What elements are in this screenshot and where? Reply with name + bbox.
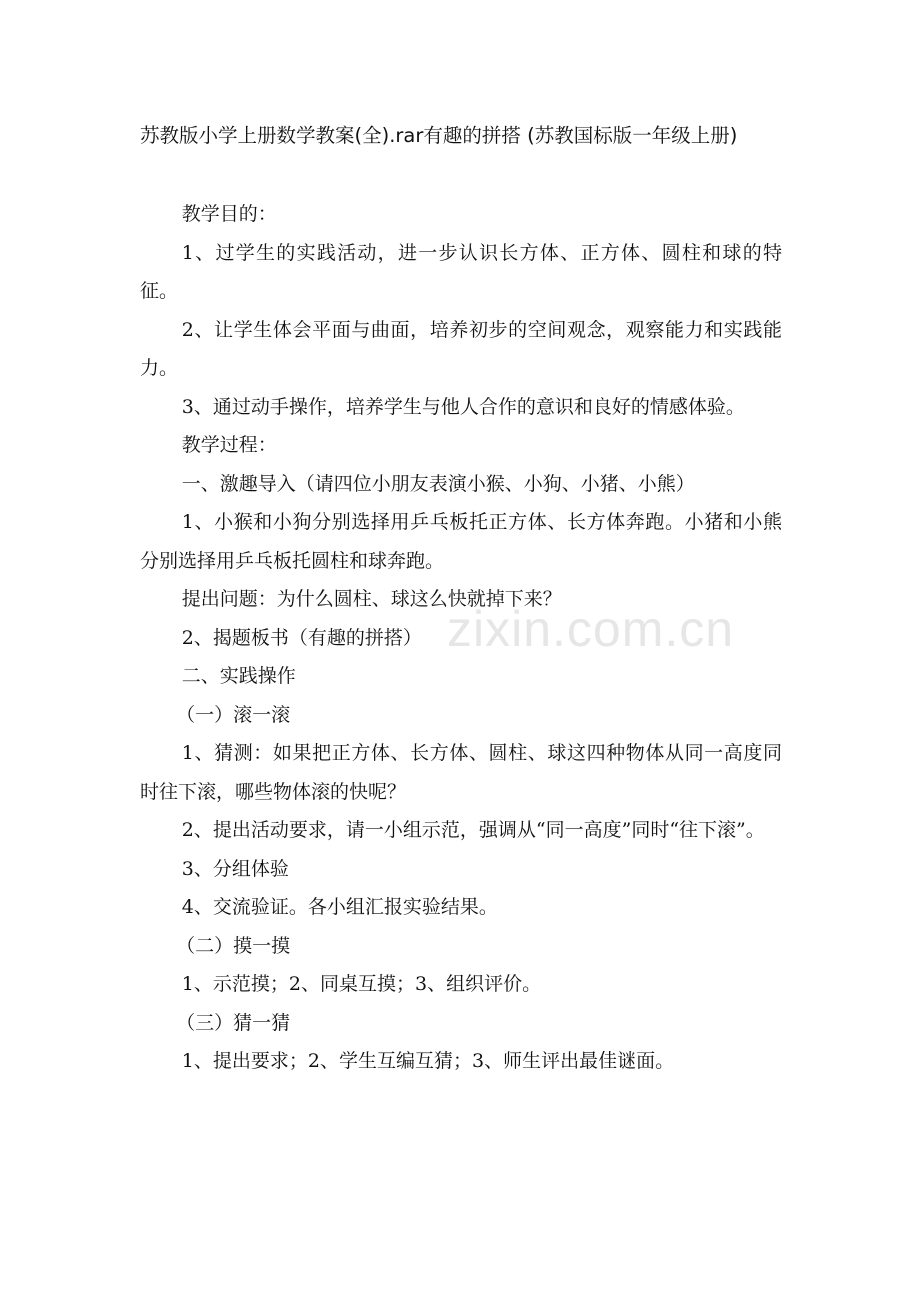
paragraph-objective-2: 2、让学生体会平面与曲面，培养初步的空间观念，观察能力和实践能力。	[140, 318, 782, 379]
paragraph-roll-1: 1、猜测：如果把正方体、长方体、圆柱、球这四种物体从同一高度同时往下滚，哪些物体滚的快呢？	[140, 742, 782, 803]
paragraph-objective-1: 1、过学生的实践活动，进一步认识长方体、正方体、圆柱和球的特征。	[140, 241, 782, 302]
paragraph-question: 提出问题：为什么圆柱、球这么快就掉下来？	[181, 588, 562, 610]
paragraph-section-2: 二、实践操作	[181, 665, 296, 687]
paragraph-touch-1: 1、示范摸；2、同桌互摸；3、组织评价。	[181, 973, 542, 995]
paragraph-roll-3: 3、分组体验	[181, 857, 289, 880]
document-body	[140, 195, 782, 1081]
paragraph-subsection-touch: （二）摸一摸	[176, 934, 291, 957]
paragraph-objective-3: 3、通过动手操作，培养学生与他人合作的意识和良好的情感体验。	[181, 395, 745, 418]
paragraph-section-1: 一、激趣导入（请四位小朋友表演小猴、小狗、小猪、小熊）	[181, 472, 695, 495]
paragraph-roll-4: 4、交流验证。各小组汇报实验结果。	[181, 896, 498, 918]
paragraph-process-heading: 教学过程：	[181, 434, 277, 456]
paragraph-intro-2: 2、揭题板书（有趣的拼搭）	[181, 626, 422, 649]
paragraph-objectives-heading: 教学目的：	[181, 203, 277, 225]
paragraph-subsection-roll: （一）滚一滚	[176, 703, 291, 726]
paragraph-guess-1: 1、提出要求；2、学生互编互猜；3、师生评出最佳谜面。	[181, 1050, 675, 1072]
watermark: zixin.com.cn	[447, 601, 735, 657]
document-title: 苏教版小学上册数学教案(全).rar有趣的拼搭 (苏教国标版一年级上册)	[140, 124, 738, 147]
paragraph-roll-2: 2、提出活动要求，请一小组示范，强调从“同一高度”同时“往下滚”。	[181, 819, 765, 841]
paragraph-intro-1: 1、小猴和小狗分别选择用乒乓板托正方体、长方体奔跑。小猪和小熊分别选择用乒乓板托圆柱和球奔跑。	[140, 511, 782, 572]
paragraph-subsection-guess: （三）猜一猜	[176, 1011, 291, 1034]
